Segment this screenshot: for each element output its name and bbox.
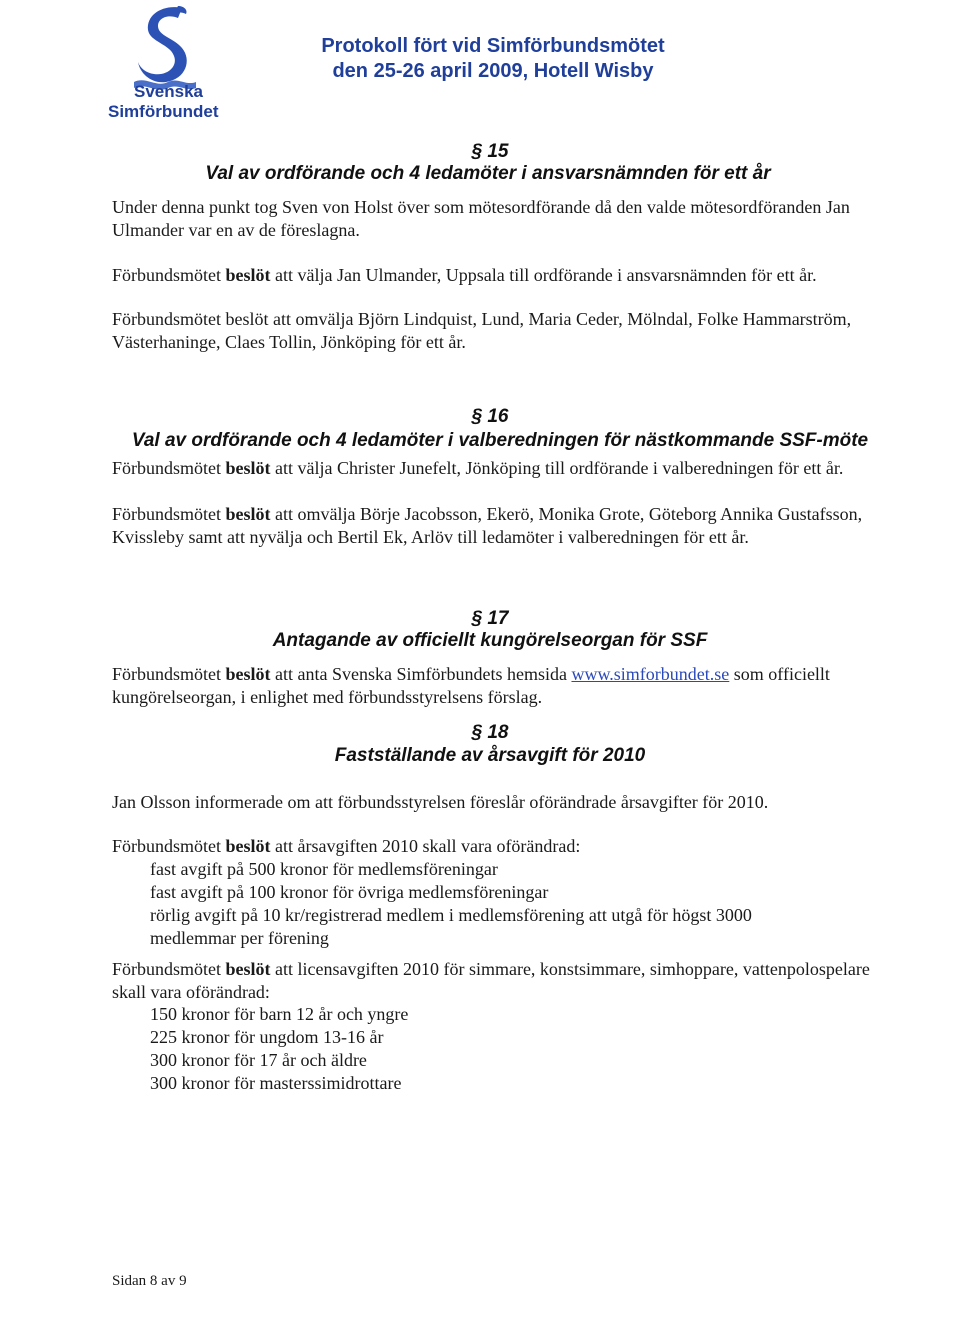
- logo-line-2: Simförbundet: [108, 102, 219, 121]
- decision-keyword: beslöt: [225, 504, 271, 524]
- document-title: [280, 34, 706, 84]
- section-17-number: § 17: [471, 608, 509, 629]
- section-17-paragraph-1: [112, 663, 872, 709]
- section-18-paragraph-1: Jan Olsson informerade om att förbundsstyrelsen föreslår oförändrade årsavgifter för 2010.: [112, 792, 769, 812]
- license-item: 300 kronor för 17 år och äldre: [150, 1050, 367, 1070]
- text: att välja Jan Ulmander, Uppsala till ordförande i ansvarsnämnden för ett år.: [270, 265, 817, 285]
- text: att licensavgiften 2010 för simmare, konstsimmare, simhoppare, vattenpolospelare skall vara oförändrad:: [112, 959, 870, 1002]
- text: Förbundsmötet: [112, 504, 226, 524]
- decision-keyword: beslöt: [225, 959, 271, 979]
- fee-item: fast avgift på 500 kronor för medlemsföreningar: [150, 859, 498, 879]
- text: Förbundsmötet: [112, 836, 226, 856]
- section-18-paragraph-2: [112, 835, 872, 858]
- text: Förbundsmötet: [112, 664, 226, 684]
- license-item: 300 kronor för masterssimidrottare: [150, 1073, 402, 1093]
- text: att årsavgiften 2010 skall vara oförändrad:: [270, 836, 581, 856]
- section-18-paragraph-3: [112, 958, 872, 1004]
- text: att omvälja Börje Jacobsson, Ekerö, Monika Grote, Göteborg Annika Gustafsson, Kvissleby samt att nyvälja och Bertil Ek, Arlöv till ledamöter i valberedningen för ett år.: [112, 504, 863, 547]
- text: som officiellt kungörelseorgan, i enlighet med förbundsstyrelsens förslag.: [112, 664, 830, 707]
- section-16-paragraph-1: [112, 457, 872, 480]
- page-number: Sidan 8 av 9: [112, 1273, 187, 1289]
- decision-keyword: beslöt: [225, 664, 271, 684]
- text: Förbundsmötet: [112, 265, 226, 285]
- decision-keyword: beslöt: [225, 265, 271, 285]
- text: Förbundsmötet: [112, 959, 226, 979]
- logo-line-1: Svenska: [134, 82, 203, 101]
- section-16-paragraph-2: [112, 503, 872, 549]
- text: att välja Christer Junefelt, Jönköping till ordförande i valberedningen för ett år.: [270, 458, 844, 478]
- text: att anta Svenska Simförbundets hemsida: [270, 664, 572, 684]
- fee-item: fast avgift på 100 kronor för övriga medlemsföreningar: [150, 882, 549, 902]
- decision-keyword: beslöt: [225, 836, 271, 856]
- website-link[interactable]: www.simforbundet.se: [571, 664, 730, 684]
- title-line-2: den 25-26 april 2009, Hotell Wisby: [332, 60, 654, 82]
- license-item: 225 kronor för ungdom 13-16 år: [150, 1027, 384, 1047]
- section-15-title: Val av ordförande och 4 ledamöter i ansvarsnämnden för ett år: [205, 163, 771, 184]
- section-16-number: § 16: [471, 406, 509, 427]
- svenska-simforbundet-logo: [108, 4, 228, 122]
- license-item: 150 kronor för barn 12 år och yngre: [150, 1004, 409, 1024]
- decision-keyword: beslöt: [225, 458, 271, 478]
- section-17-title: Antagande av officiellt kungörelseorgan för SSF: [272, 630, 708, 651]
- section-15-number: § 15: [471, 141, 509, 162]
- swimmer-s-logo-icon: [134, 4, 196, 90]
- section-18-number: § 18: [471, 722, 509, 743]
- section-15-paragraph-1: Under denna punkt tog Sven von Holst över som mötesordförande då den valde mötesordföranden Jan Ulmander var en av de föreslagna.: [112, 197, 850, 240]
- text: Förbundsmötet: [112, 458, 226, 478]
- section-16-title: Val av ordförande och 4 ledamöter i valberedningen för nästkommande SSF-möte: [131, 430, 869, 451]
- logo-wordmark: [108, 82, 228, 122]
- section-15-paragraph-2: [112, 264, 872, 287]
- title-line-1: Protokoll fört vid Simförbundsmötet: [321, 35, 665, 57]
- section-15-paragraph-3: Förbundsmötet beslöt att omvälja Björn Lindquist, Lund, Maria Ceder, Mölndal, Folke Hammarström, Västerhaninge, Claes Tollin, Jönköping för ett år.: [112, 309, 852, 352]
- section-18-title: Fastställande av årsavgift för 2010: [334, 745, 646, 766]
- fee-item: rörlig avgift på 10 kr/registrerad medlem i medlemsförening att utgå för högst 3000 medlemmar per förening: [150, 905, 752, 948]
